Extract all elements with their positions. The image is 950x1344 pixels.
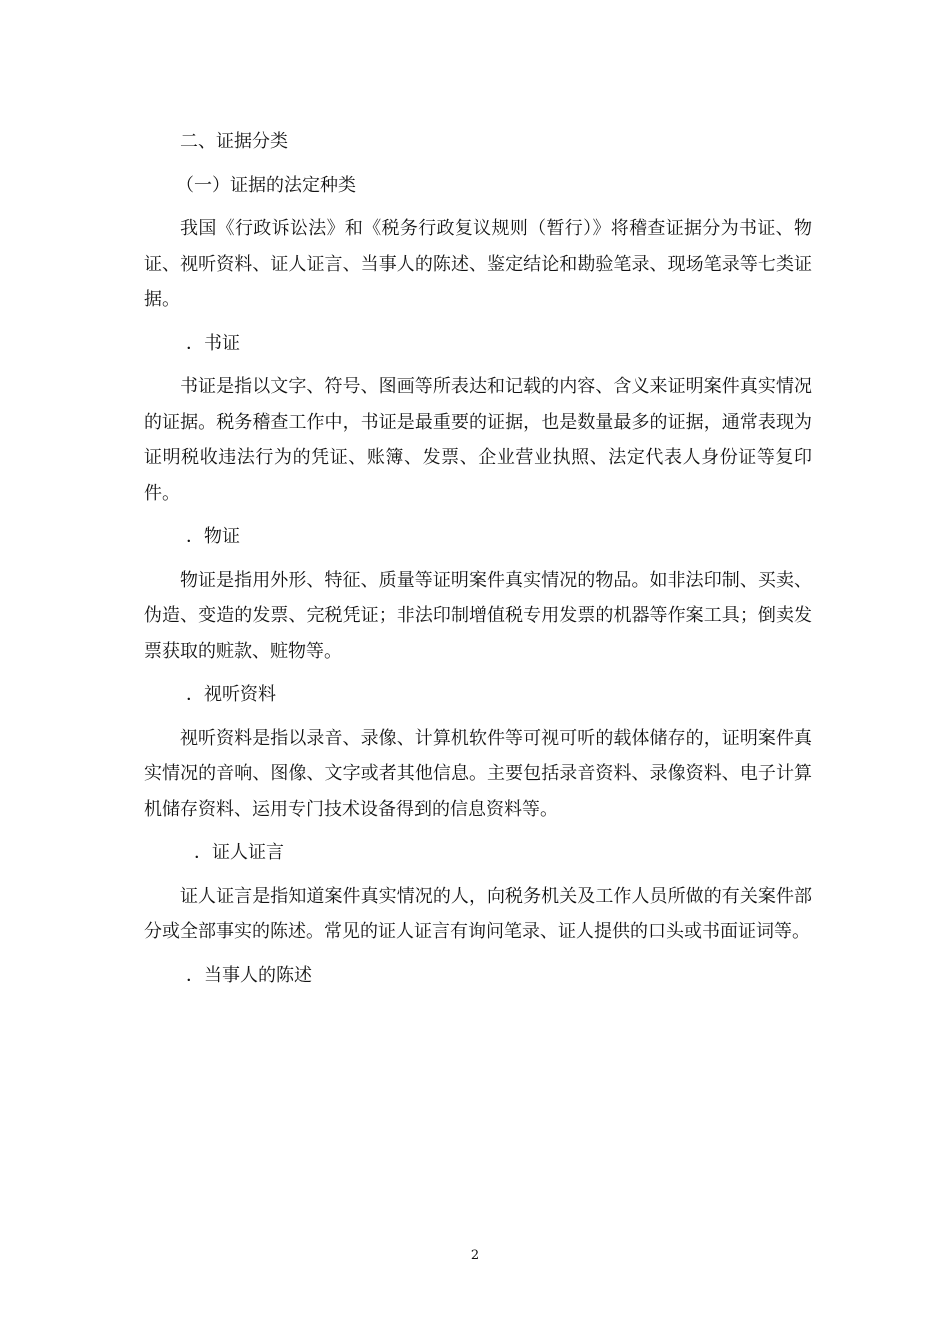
item-heading-audiovisual-materials: ．视听资料 — [186, 684, 276, 705]
section-title: 二、证据分类 — [180, 131, 288, 152]
item-heading-documentary-evidence: ．书证 — [186, 332, 240, 354]
item-heading-witness-testimony: ．证人证言 — [194, 842, 284, 863]
item-heading-party-statement: ．当事人的陈述 — [186, 964, 312, 986]
document-body — [144, 124, 812, 993]
page-number: 2 — [470, 1248, 480, 1263]
item-body-documentary-evidence: 书证是指以文字、符号、图画等所表达和记载的内容、含义来证明案件真实情况的证据。税务稽查工作中，书证是最重要的证据，也是数量最多的证据，通常表现为证明税收违法行为的凭证、账簿、发票、企业营业执照、法定代表人身份证等复印件。 — [144, 376, 812, 504]
item-body-witness-testimony: 证人证言是指知道案件真实情况的人，向税务机关及工作人员所做的有关案件部分或全部事实的陈述。常见的证人证言有询问笔录、证人提供的口头或书面证词等。 — [144, 885, 812, 942]
item-body-audiovisual-materials: 视听资料是指以录音、录像、计算机软件等可视可听的载体储存的，证明案件真实情况的音响、图像、文字或者其他信息。主要包括录音资料、录像资料、电子计算机储存资料、运用专门技术设备得到的信息资料等。 — [144, 727, 812, 820]
item-body-physical-evidence: 物证是指用外形、特征、质量等证明案件真实情况的物品。如非法印制、买卖、伪造、变造的发票、完税凭证；非法印制增值税专用发票的机器等作案工具；倒卖发票获取的赃款、赃物等。 — [144, 569, 812, 662]
item-heading-physical-evidence: ．物证 — [186, 526, 240, 547]
intro-paragraph: 我国《行政诉讼法》和《税务行政复议规则（暂行）》将稽查证据分为书证、物证、视听资料、证人证言、当事人的陈述、鉴定结论和勘验笔录、现场笔录等七类证据。 — [144, 218, 812, 310]
subsection-title: （一）证据的法定种类 — [176, 174, 356, 196]
